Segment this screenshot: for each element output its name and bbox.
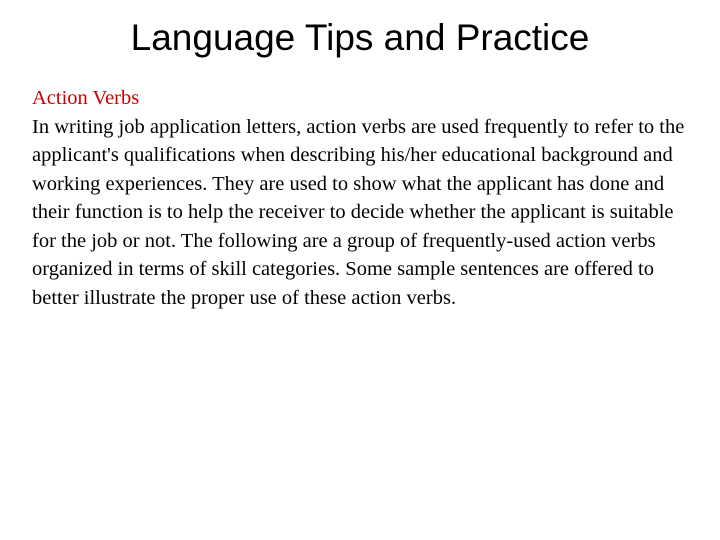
body-paragraph: In writing job application letters, action verbs are used frequently to refer to the applicant's qualifications when describing his/her educational background and working experiences. They are used to show what the applicant has done and their function is to help the receiver to decide whether the applicant is suitable for the job or not. The following are a group of frequently-used action verbs organized in terms of skill categories. Some sample sentences are offered to better illustrate the proper use of these action verbs. xyxy=(32,115,685,309)
section-heading-action-verbs: Action Verbs xyxy=(32,87,140,109)
slide-title: Language Tips and Practice xyxy=(130,17,590,58)
slide-content xyxy=(32,84,692,312)
